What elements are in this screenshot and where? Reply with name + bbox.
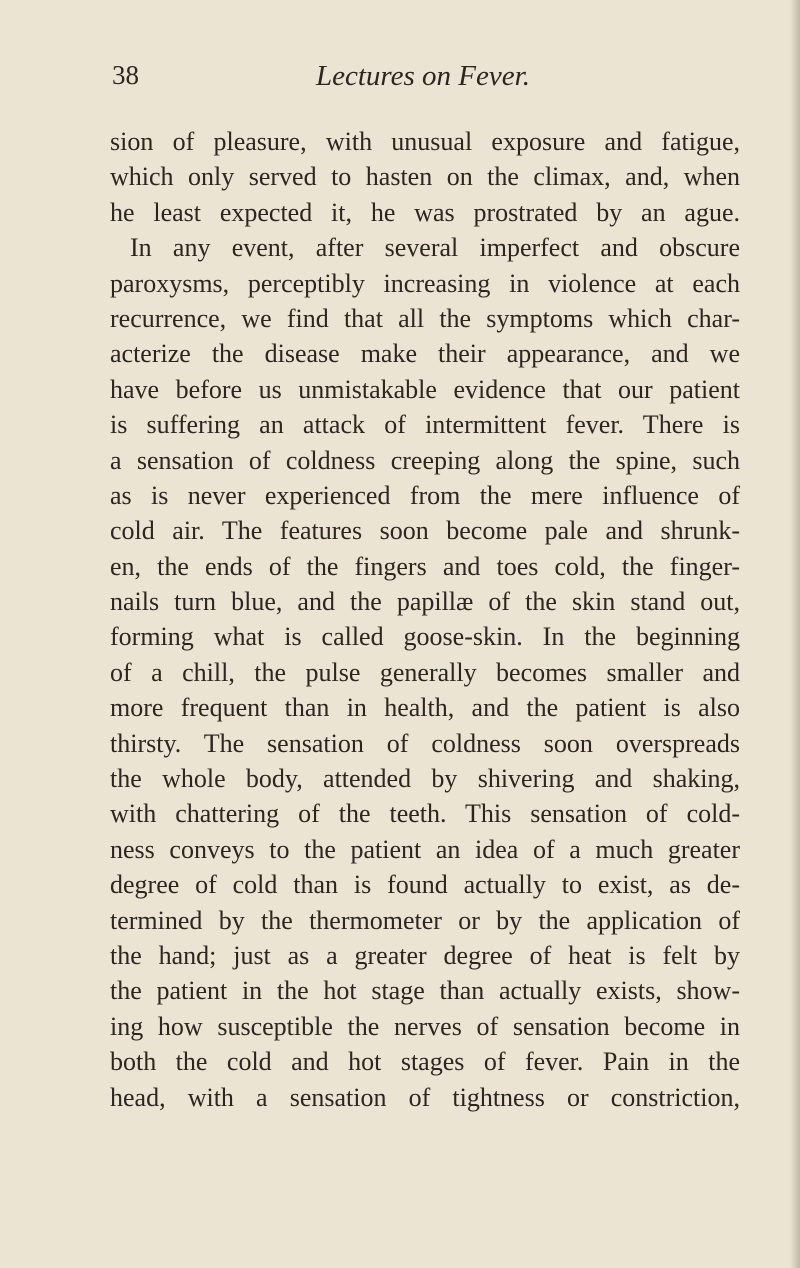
text-line: nails turn blue, and the papillæ of the skin stand out, <box>110 587 740 617</box>
text-line: the hand; just as a greater degree of heat is felt by <box>110 940 740 970</box>
text-line: termined by the thermometer or by the application of <box>110 905 740 935</box>
text-line: of a chill, the pulse generally becomes smaller and <box>110 657 740 687</box>
running-title: Lectures on Fever. <box>316 60 530 92</box>
text-line: the whole body, attended by shivering and shaking, <box>110 764 740 794</box>
page-number: 38 <box>112 60 139 90</box>
text-line: thirsty. The sensation of coldness soon overspreads <box>110 728 740 758</box>
text-line: ness conveys to the patient an idea of a much greater <box>110 834 740 864</box>
text-line: more frequent than in health, and the patient is also <box>110 693 740 723</box>
text-line: recurrence, we find that all the symptoms which char- <box>110 303 740 333</box>
text-line: cold air. The features soon become pale and shrunk- <box>110 516 740 546</box>
text-line: with chattering of the teeth. This sensation of cold- <box>110 799 740 829</box>
text-line: degree of cold than is found actually to exist, as de- <box>110 870 740 900</box>
text-line: sion of pleasure, with unusual exposure and fatigue, <box>110 127 740 156</box>
text-line: In any event, after several imperfect and obscure <box>130 233 740 263</box>
text-line: head, with a sensation of tightness or constriction, <box>110 1082 740 1112</box>
text-line: ing how susceptible the nerves of sensation become in <box>110 1011 740 1041</box>
text-line: forming what is called goose-skin. In the beginning <box>110 622 740 652</box>
text-line: is suffering an attack of intermittent fever. There is <box>110 410 740 440</box>
text-line: a sensation of coldness creeping along the spine, such <box>110 445 740 475</box>
text-line: both the cold and hot stages of fever. Pain in the <box>110 1047 740 1077</box>
text-line: en, the ends of the fingers and toes cold, the finger- <box>110 551 740 581</box>
text-line: the patient in the hot stage than actually exists, show- <box>110 976 740 1006</box>
text-line: he least expected it, he was prostrated by an ague. <box>110 197 740 227</box>
body-text <box>110 124 740 1115</box>
text-line: acterize the disease make their appearance, and we <box>110 339 740 369</box>
page-edge-shadow <box>790 0 800 1268</box>
text-line: have before us unmistakable evidence that our patient <box>110 374 740 404</box>
text-line: which only served to hasten on the climax, and, when <box>110 162 740 192</box>
text-line: as is never experienced from the mere influence of <box>110 480 740 510</box>
page-header <box>112 60 732 100</box>
text-line: paroxysms, perceptibly increasing in violence at each <box>110 268 740 298</box>
